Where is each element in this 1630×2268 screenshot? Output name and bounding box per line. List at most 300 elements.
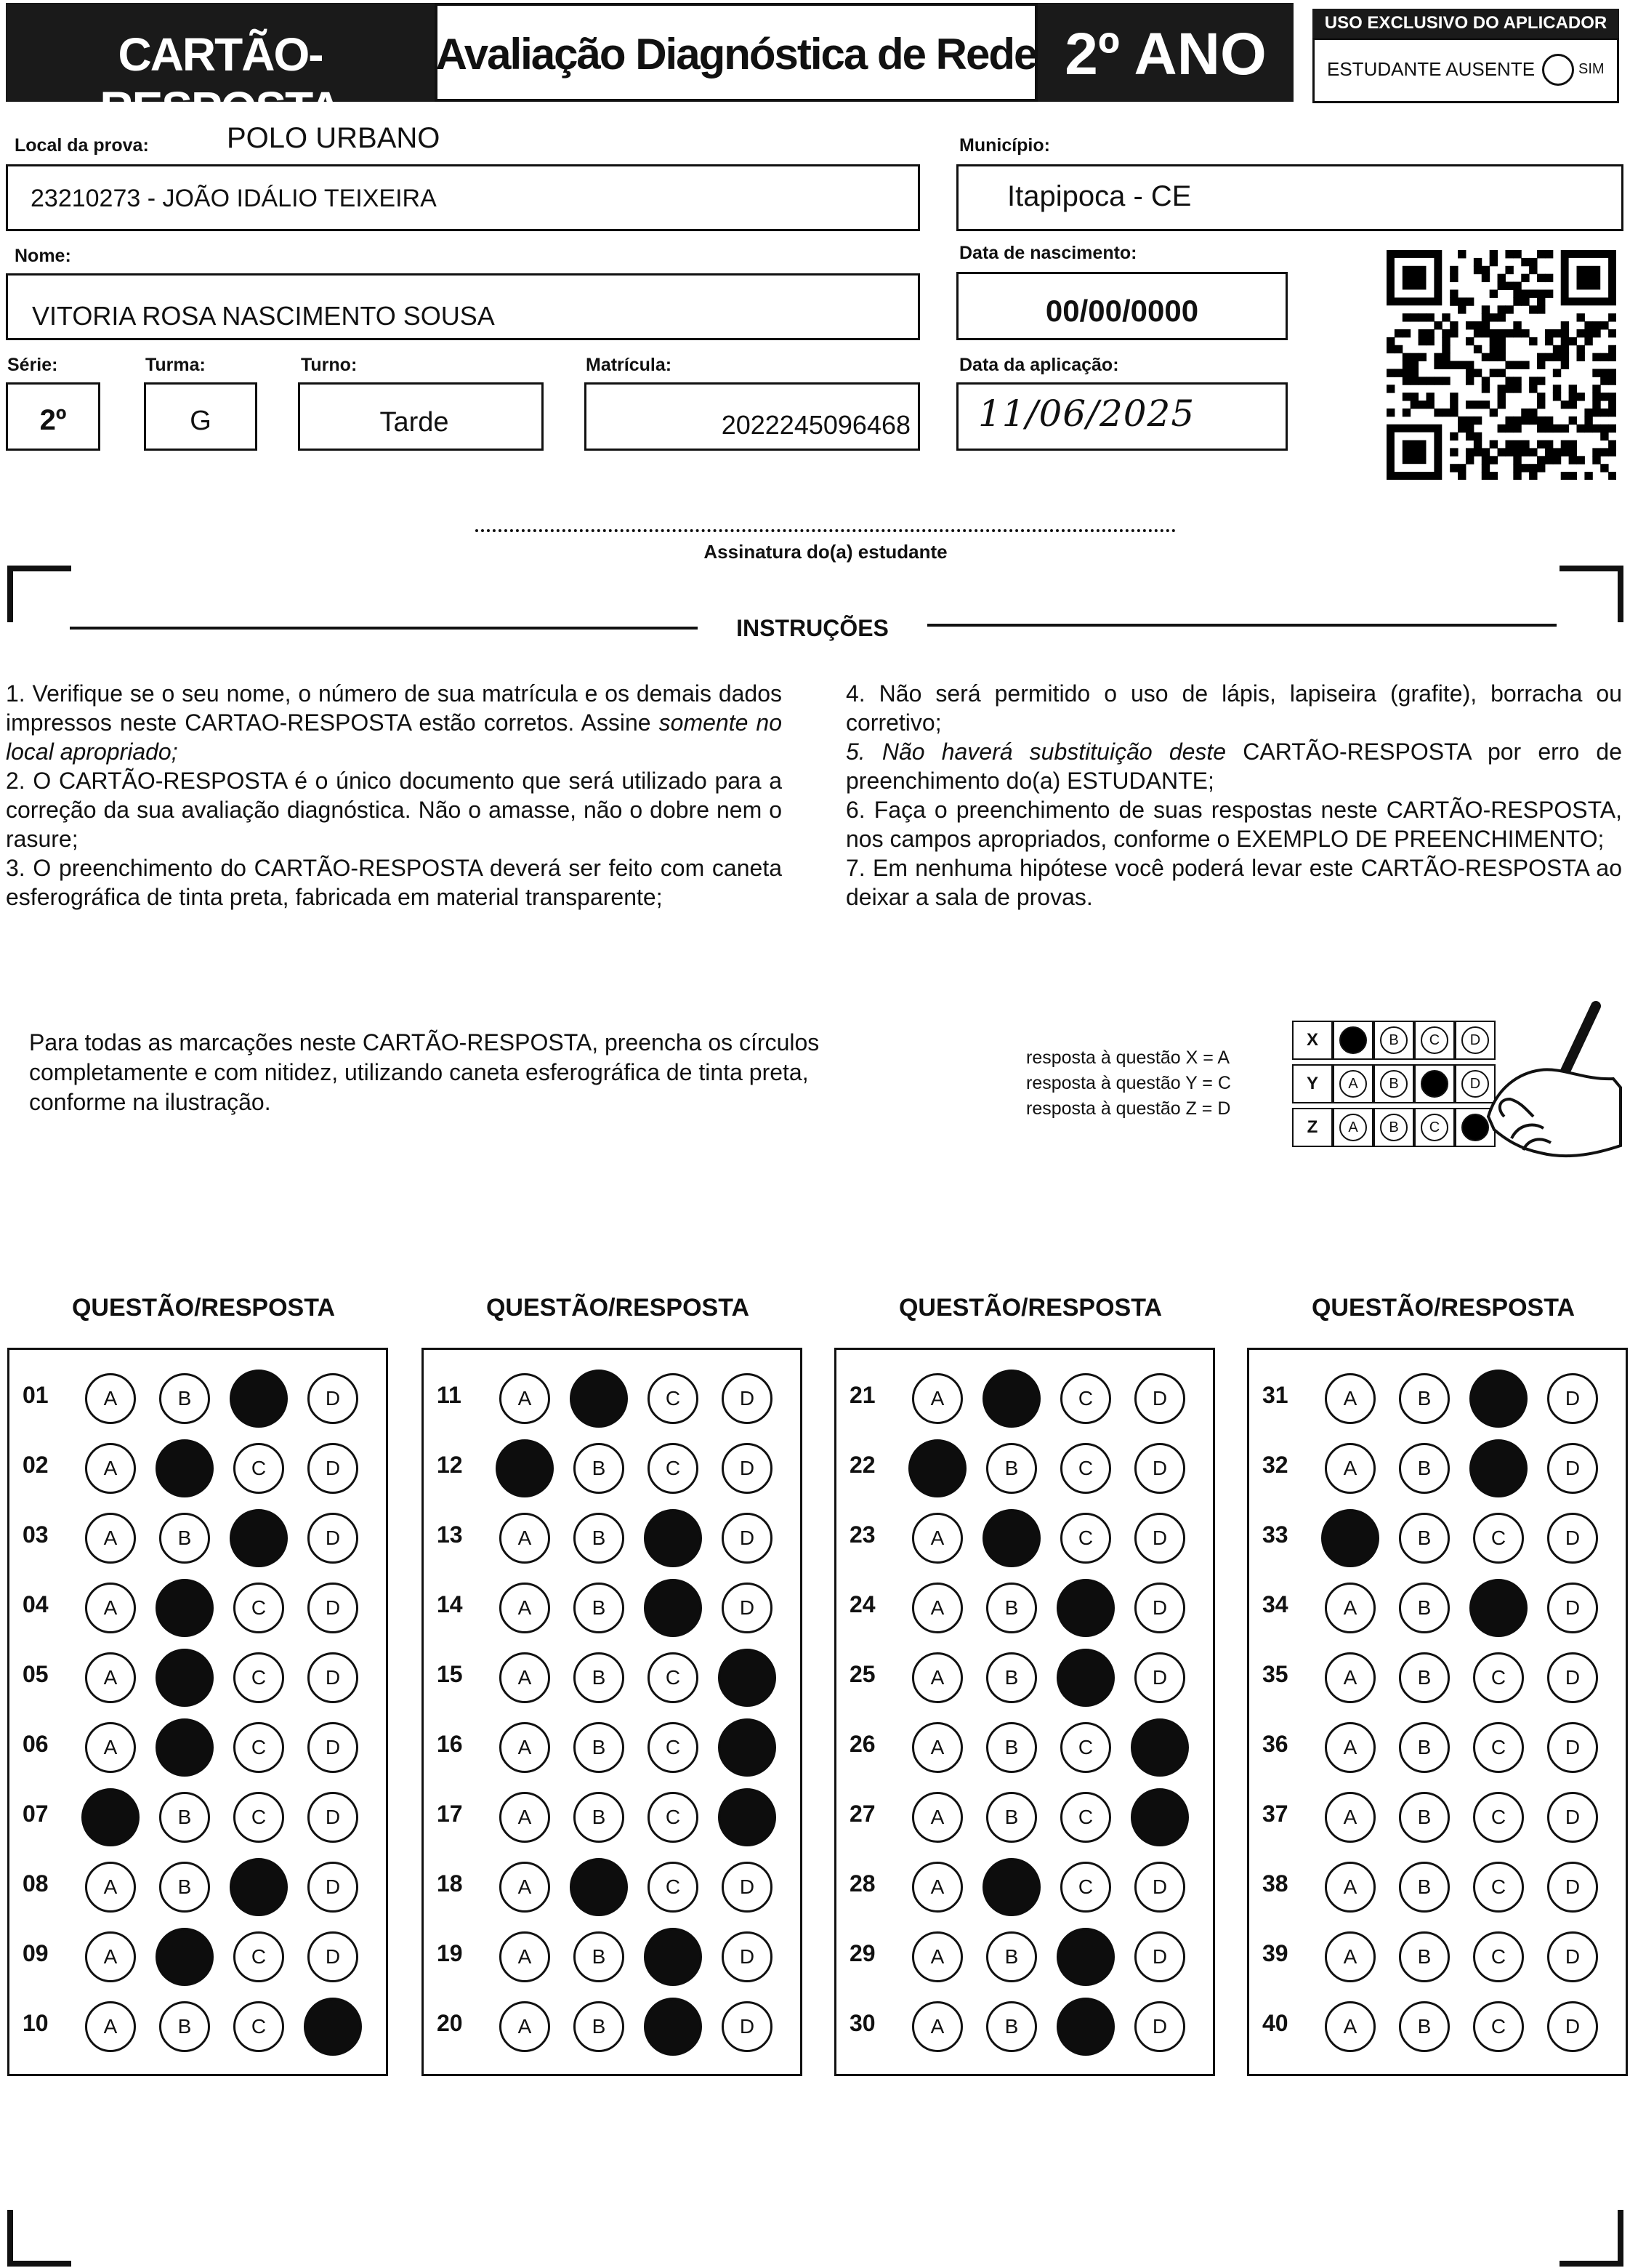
answer-bubble-d[interactable]: D [722, 2001, 772, 2052]
instruction-1: 1. Verifique se o seu nome, o número de sua matrícula e os demais dados impressos neste CARTAO-RESPOSTA estão corretos. Assine somente no local apropriado; [6, 680, 783, 765]
answer-bubble-c[interactable] [644, 1509, 702, 1567]
answer-bubble-b[interactable]: B [573, 1583, 624, 1633]
answer-bubble-b[interactable] [983, 1858, 1041, 1916]
question-number: 15 [437, 1661, 463, 1687]
answer-bubble-b[interactable]: B [573, 1792, 624, 1843]
answer-bubble-c[interactable]: C [1060, 1513, 1111, 1564]
question-number: 19 [437, 1940, 463, 1966]
answer-bubble-a[interactable]: A [1325, 1862, 1376, 1913]
answer-row [424, 1364, 800, 1434]
instruction-2: 2. O CARTÃO-RESPOSTA é o único documento que será utilizado para a correção da sua avaliação diagnóstica. Não o amasse, não o dobre nem o rasure; [6, 768, 782, 852]
answer-bubble-c[interactable] [1469, 1439, 1528, 1497]
answer-bubble-d[interactable]: D [1134, 1931, 1185, 1982]
answer-bubble-d[interactable] [718, 1718, 776, 1777]
answer-bubble-c[interactable]: C [1473, 1862, 1524, 1913]
answer-bubble-d[interactable]: D [1134, 1652, 1185, 1703]
answer-bubble-d[interactable]: D [1134, 1373, 1185, 1424]
question-number: 22 [850, 1452, 876, 1478]
answer-bubble-a[interactable]: A [85, 1373, 136, 1424]
answer-row [1249, 1992, 1626, 2062]
example-cell [1414, 1021, 1455, 1060]
answer-bubble-c[interactable]: C [233, 1931, 284, 1982]
question-number: 34 [1262, 1591, 1288, 1617]
answer-bubble-b[interactable]: B [1399, 1652, 1450, 1703]
example-legend-y: resposta à questão Y = C [1026, 1073, 1231, 1093]
answer-bubble-b[interactable] [156, 1579, 214, 1637]
answer-bubble-c[interactable]: C [1060, 1862, 1111, 1913]
matricula-value: 2022245096468 [721, 410, 911, 440]
example-legend [1026, 1045, 1231, 1122]
answer-row [1249, 1783, 1626, 1853]
example-cell [1373, 1064, 1414, 1103]
signature-label: Assinatura do(a) estudante [703, 541, 948, 563]
corner-mark-bl [7, 2261, 71, 2267]
answer-bubble-d[interactable]: D [1547, 2001, 1598, 2052]
answer-bubble-d[interactable]: D [722, 1931, 772, 1982]
instructions-left [6, 679, 782, 912]
instructions-title: INSTRUÇÕES [736, 615, 889, 641]
answer-bubble-a[interactable]: A [912, 1583, 963, 1633]
question-number: 10 [23, 2010, 49, 2036]
example-bubble: B [1380, 1070, 1408, 1098]
answer-bubble-d[interactable]: D [1134, 2001, 1185, 2052]
instructions-right [846, 679, 1622, 912]
answer-bubble-a[interactable] [496, 1439, 554, 1497]
answer-bubble-c[interactable] [1057, 1928, 1115, 1986]
answer-bubble-a[interactable]: A [1325, 1583, 1376, 1633]
question-number: 05 [23, 1661, 49, 1687]
answer-row [836, 1644, 1213, 1713]
answer-row [424, 1434, 800, 1504]
answer-bubble-b[interactable] [983, 1509, 1041, 1567]
question-number: 03 [23, 1521, 49, 1548]
example-legend-z: resposta à questão Z = D [1026, 1098, 1231, 1119]
answer-row [1249, 1923, 1626, 1992]
answer-row [9, 1783, 386, 1853]
answer-bubble-a[interactable]: A [912, 1792, 963, 1843]
answer-row [9, 1713, 386, 1783]
answer-bubble-b[interactable]: B [1399, 1862, 1450, 1913]
answer-bubble-d[interactable] [718, 1649, 776, 1707]
answer-row [9, 1364, 386, 1434]
answer-bubble-b[interactable]: B [573, 1722, 624, 1773]
serie-label: Série: [7, 355, 58, 375]
answer-bubble-b[interactable]: B [1399, 1443, 1450, 1494]
answer-bubble-c[interactable]: C [647, 1443, 698, 1494]
aplicacao-value: 11/06/2025 [978, 393, 1195, 435]
answer-bubble-a[interactable]: A [85, 1583, 136, 1633]
municipio-value: Itapipoca - CE [1007, 180, 1192, 212]
answers-column-header: QUESTÃO/RESPOSTA [71, 1294, 336, 1322]
answer-row [1249, 1434, 1626, 1504]
answer-bubble-c[interactable]: C [1060, 1722, 1111, 1773]
answer-bubble-a[interactable]: A [85, 1862, 136, 1913]
example-bubble [1339, 1026, 1367, 1054]
example-row-label: X [1292, 1021, 1333, 1060]
answer-bubble-a[interactable]: A [499, 1862, 550, 1913]
answer-bubble-b[interactable]: B [1399, 1931, 1450, 1982]
answer-bubble-d[interactable]: D [1134, 1862, 1185, 1913]
answer-bubble-d[interactable] [1131, 1788, 1189, 1846]
answer-bubble-c[interactable] [644, 1928, 702, 1986]
answer-bubble-c[interactable]: C [1473, 2001, 1524, 2052]
example-row-label: Y [1292, 1064, 1333, 1103]
answer-row [836, 1992, 1213, 2062]
question-number: 35 [1262, 1661, 1288, 1687]
answer-bubble-a[interactable]: A [499, 1373, 550, 1424]
answer-row [9, 1504, 386, 1574]
question-number: 09 [23, 1940, 49, 1966]
question-number: 32 [1262, 1452, 1288, 1478]
answer-bubble-c[interactable]: C [1060, 1792, 1111, 1843]
answer-bubble-c[interactable] [1057, 1579, 1115, 1637]
answer-row [836, 1364, 1213, 1434]
signature-line [475, 529, 1176, 532]
question-number: 26 [850, 1731, 876, 1757]
example-bubble [1421, 1070, 1448, 1098]
turno-label: Turno: [301, 355, 358, 375]
answer-bubble-c[interactable]: C [1060, 1443, 1111, 1494]
answer-bubble-a[interactable]: A [912, 1373, 963, 1424]
example-cell [1414, 1064, 1455, 1103]
answer-bubble-a[interactable] [81, 1788, 140, 1846]
instruction-5: 5. Não haverá substituição deste CARTÃO-RESPOSTA por erro de preenchimento do(a) ESTUDANTE; [846, 739, 1623, 794]
question-number: 01 [23, 1382, 49, 1408]
answer-bubble-a[interactable]: A [499, 1583, 550, 1633]
answer-bubble-a[interactable]: A [912, 2001, 963, 2052]
answers-column-header: QUESTÃO/RESPOSTA [485, 1294, 750, 1322]
answer-bubble-b[interactable]: B [1399, 1792, 1450, 1843]
turma-label: Turma: [145, 355, 206, 375]
answer-bubble-c[interactable]: C [233, 1722, 284, 1773]
answer-bubble-c[interactable] [1057, 1998, 1115, 2056]
question-number: 06 [23, 1731, 49, 1757]
answer-bubble-c[interactable]: C [233, 1443, 284, 1494]
answer-bubble-d[interactable]: D [722, 1373, 772, 1424]
question-number: 39 [1262, 1940, 1288, 1966]
answer-bubble-b[interactable]: B [1399, 1583, 1450, 1633]
instruction-1-emphasis: somente no local apropriado; [6, 709, 783, 765]
answer-bubble-a[interactable]: A [85, 1443, 136, 1494]
answer-bubble-d[interactable]: D [307, 1792, 358, 1843]
answer-bubble-b[interactable] [570, 1370, 628, 1428]
answer-bubble-a[interactable]: A [85, 1722, 136, 1773]
answer-bubble-d[interactable]: D [1547, 1513, 1598, 1564]
answer-bubble-c[interactable] [230, 1858, 288, 1916]
question-number: 11 [437, 1382, 461, 1408]
answer-bubble-b[interactable]: B [986, 1443, 1037, 1494]
serie-value: 2º [39, 404, 67, 436]
answer-bubble-d[interactable]: D [1547, 1373, 1598, 1424]
example-cell [1333, 1108, 1373, 1147]
answer-bubble-d[interactable]: D [307, 1583, 358, 1633]
answer-bubble-a[interactable]: A [499, 2001, 550, 2052]
question-number: 18 [437, 1870, 463, 1897]
instruction-6: 6. Faça o preenchimento de suas respostas neste CARTÃO-RESPOSTA, nos campos apropriados, conforme o EXEMPLO DE PREENCHIMENTO; [846, 797, 1622, 852]
answer-bubble-a[interactable]: A [1325, 1652, 1376, 1703]
answer-bubble-c[interactable]: C [1473, 1792, 1524, 1843]
grade-label: 2º ANO [1065, 21, 1267, 87]
question-number: 14 [437, 1591, 463, 1617]
answer-bubble-c[interactable]: C [1060, 1373, 1111, 1424]
question-number: 07 [23, 1801, 49, 1827]
question-number: 13 [437, 1521, 463, 1548]
nome-value: VITORIA ROSA NASCIMENTO SOUSA [32, 301, 495, 331]
answer-bubble-a[interactable]: A [912, 1652, 963, 1703]
answer-bubble-c[interactable]: C [233, 1583, 284, 1633]
instruction-7: 7. Em nenhuma hipótese você poderá levar este CARTÃO-RESPOSTA ao deixar a sala de provas. [846, 855, 1622, 910]
answer-row [9, 1992, 386, 2062]
example-bubble: B [1380, 1114, 1408, 1141]
answer-bubble-d[interactable]: D [1134, 1443, 1185, 1494]
answer-row [1249, 1504, 1626, 1574]
answer-bubble-a[interactable]: A [1325, 1443, 1376, 1494]
answer-bubble-c[interactable] [1469, 1370, 1528, 1428]
example-cell [1333, 1064, 1373, 1103]
answer-bubble-c[interactable] [1057, 1649, 1115, 1707]
answer-row [424, 1783, 800, 1853]
answer-bubble-a[interactable]: A [1325, 1722, 1376, 1773]
answer-bubble-d[interactable]: D [307, 1722, 358, 1773]
answer-bubble-b[interactable]: B [573, 1443, 624, 1494]
answer-bubble-d[interactable]: D [722, 1862, 772, 1913]
answer-row [836, 1574, 1213, 1644]
answer-bubble-a[interactable]: A [912, 1722, 963, 1773]
answer-bubble-c[interactable]: C [647, 1652, 698, 1703]
evaluation-subtitle: Avaliação Diagnóstica de Rede [435, 30, 1037, 79]
answer-bubble-d[interactable]: D [1547, 1583, 1598, 1633]
municipio-label: Município: [959, 135, 1050, 156]
answer-bubble-a[interactable] [908, 1439, 967, 1497]
answer-bubble-b[interactable]: B [573, 1652, 624, 1703]
answers-column-header: QUESTÃO/RESPOSTA [898, 1294, 1163, 1322]
answer-row [1249, 1644, 1626, 1713]
answer-row [836, 1853, 1213, 1923]
example-cell [1373, 1021, 1414, 1060]
question-number: 08 [23, 1870, 49, 1897]
answer-bubble-d[interactable]: D [307, 1443, 358, 1494]
local-label: Local da prova: [15, 135, 149, 156]
answer-bubble-c[interactable]: C [647, 1862, 698, 1913]
absent-bubble[interactable] [1542, 54, 1574, 86]
answer-bubble-d[interactable]: D [722, 1583, 772, 1633]
question-number: 20 [437, 2010, 463, 2036]
answer-bubble-a[interactable]: A [85, 2001, 136, 2052]
answer-bubble-a[interactable]: A [1325, 1792, 1376, 1843]
answer-bubble-a[interactable]: A [85, 1931, 136, 1982]
answer-row [424, 1574, 800, 1644]
answer-bubble-b[interactable] [156, 1718, 214, 1777]
answer-bubble-a[interactable]: A [499, 1722, 550, 1773]
nome-label: Nome: [15, 246, 71, 266]
nascimento-value: 00/00/0000 [1045, 294, 1199, 328]
answer-bubble-b[interactable]: B [573, 1931, 624, 1982]
answer-bubble-c[interactable]: C [1473, 1722, 1524, 1773]
answer-row [836, 1783, 1213, 1853]
question-number: 02 [23, 1452, 49, 1478]
example-bubble: C [1421, 1026, 1448, 1054]
answer-bubble-b[interactable]: B [1399, 1722, 1450, 1773]
answer-row [424, 1992, 800, 2062]
corner-mark-br [1560, 2261, 1623, 2267]
answer-bubble-d[interactable]: D [307, 1373, 358, 1424]
answer-row [9, 1923, 386, 1992]
example-bubble: D [1461, 1070, 1489, 1098]
answer-bubble-d[interactable]: D [1547, 1931, 1598, 1982]
answer-bubble-d[interactable]: D [1547, 1722, 1598, 1773]
answers-panel [421, 1348, 802, 2076]
answer-bubble-b[interactable]: B [986, 1931, 1037, 1982]
answer-bubble-a[interactable]: A [1325, 2001, 1376, 2052]
example-cell [1333, 1021, 1373, 1060]
answer-bubble-b[interactable]: B [573, 2001, 624, 2052]
instruction-3: 3. O preenchimento do CARTÃO-RESPOSTA deverá ser feito com caneta esferográfica de tinta preta, fabricada em material transparente; [6, 855, 782, 910]
answer-bubble-c[interactable] [644, 1579, 702, 1637]
answer-bubble-d[interactable]: D [1134, 1583, 1185, 1633]
answer-bubble-c[interactable]: C [233, 1652, 284, 1703]
answer-row [836, 1713, 1213, 1783]
question-number: 37 [1262, 1801, 1288, 1827]
answer-bubble-d[interactable]: D [1547, 1652, 1598, 1703]
answer-bubble-b[interactable] [156, 1928, 214, 1986]
answer-bubble-d[interactable]: D [1547, 1862, 1598, 1913]
answer-bubble-d[interactable]: D [307, 1652, 358, 1703]
example-bubble: B [1380, 1026, 1408, 1054]
question-number: 29 [850, 1940, 876, 1966]
answer-bubble-c[interactable]: C [233, 1792, 284, 1843]
question-number: 28 [850, 1870, 876, 1897]
corner-mark-bl [7, 2210, 13, 2267]
local-value: 23210273 - JOÃO IDÁLIO TEIXEIRA [31, 185, 437, 212]
answer-bubble-b[interactable]: B [986, 1583, 1037, 1633]
answer-bubble-b[interactable]: B [1399, 1513, 1450, 1564]
answer-bubble-a[interactable]: A [1325, 1931, 1376, 1982]
answer-row [1249, 1853, 1626, 1923]
answer-row [424, 1853, 800, 1923]
answer-bubble-b[interactable]: B [1399, 1373, 1450, 1424]
question-number: 31 [1262, 1382, 1288, 1408]
answer-bubble-c[interactable]: C [647, 1722, 698, 1773]
answer-bubble-c[interactable]: C [233, 2001, 284, 2052]
answer-bubble-d[interactable]: D [307, 1513, 358, 1564]
answer-bubble-c[interactable] [230, 1370, 288, 1428]
answer-row [836, 1434, 1213, 1504]
answers-panel [1247, 1348, 1628, 2076]
answer-bubble-b[interactable]: B [159, 1792, 210, 1843]
answer-bubble-a[interactable]: A [499, 1792, 550, 1843]
answer-bubble-c[interactable]: C [1473, 1513, 1524, 1564]
answer-row [424, 1713, 800, 1783]
answer-bubble-c[interactable]: C [1473, 1652, 1524, 1703]
nascimento-label: Data de nascimento: [959, 243, 1137, 263]
answer-row [1249, 1574, 1626, 1644]
example-cell [1414, 1108, 1455, 1147]
answer-row [9, 1853, 386, 1923]
instructions-rule-right [927, 624, 1557, 627]
answer-bubble-c[interactable] [1469, 1579, 1528, 1637]
question-number: 21 [850, 1382, 876, 1408]
answer-bubble-a[interactable] [1321, 1509, 1379, 1567]
question-number: 04 [23, 1591, 49, 1617]
answer-row [836, 1923, 1213, 1992]
answer-bubble-a[interactable]: A [499, 1652, 550, 1703]
instructions-rule-left [70, 627, 698, 630]
answer-bubble-b[interactable]: B [159, 1373, 210, 1424]
absent-option: SIM [1578, 61, 1605, 77]
question-number: 30 [850, 2010, 876, 2036]
question-number: 27 [850, 1801, 876, 1827]
answer-bubble-a[interactable]: A [499, 1931, 550, 1982]
answer-bubble-d[interactable]: D [722, 1513, 772, 1564]
answer-bubble-b[interactable]: B [986, 2001, 1037, 2052]
answer-bubble-a[interactable]: A [912, 1931, 963, 1982]
answer-bubble-d[interactable]: D [307, 1931, 358, 1982]
question-number: 36 [1262, 1731, 1288, 1757]
answer-bubble-d[interactable]: D [1134, 1513, 1185, 1564]
answer-bubble-b[interactable]: B [159, 2001, 210, 2052]
answer-row [424, 1644, 800, 1713]
answer-bubble-c[interactable] [644, 1998, 702, 2056]
answer-bubble-a[interactable]: A [85, 1652, 136, 1703]
answer-bubble-a[interactable]: A [912, 1513, 963, 1564]
answer-bubble-d[interactable]: D [1547, 1792, 1598, 1843]
answer-bubble-b[interactable] [156, 1439, 214, 1497]
answer-bubble-d[interactable] [718, 1788, 776, 1846]
answer-bubble-b[interactable] [570, 1858, 628, 1916]
answer-bubble-c[interactable] [230, 1509, 288, 1567]
answer-bubble-b[interactable]: B [986, 1722, 1037, 1773]
answer-bubble-c[interactable]: C [647, 1373, 698, 1424]
answer-bubble-b[interactable]: B [159, 1513, 210, 1564]
local-polo: POLO URBANO [227, 122, 440, 154]
answer-row [424, 1504, 800, 1574]
answer-bubble-b[interactable] [156, 1649, 214, 1707]
qr-code [1387, 250, 1616, 480]
instruction-5-emphasis: 5. Não haverá substituição deste [846, 739, 1227, 765]
instruction-4: 4. Não será permitido o uso de lápis, lapiseira (grafite), borracha ou corretivo; [846, 680, 1622, 736]
answer-bubble-d[interactable] [304, 1998, 362, 2056]
corner-mark-br [1618, 2210, 1623, 2267]
answer-bubble-d[interactable]: D [1547, 1443, 1598, 1494]
corner-mark-tr [1618, 566, 1623, 622]
answer-bubble-b[interactable]: B [1399, 2001, 1450, 2052]
example-bubble: C [1421, 1114, 1448, 1141]
question-number: 40 [1262, 2010, 1288, 2036]
answer-bubble-d[interactable]: D [307, 1862, 358, 1913]
answer-bubble-d[interactable]: D [722, 1443, 772, 1494]
answer-bubble-d[interactable] [1131, 1718, 1189, 1777]
example-bubble: A [1339, 1070, 1367, 1098]
answer-bubble-b[interactable]: B [986, 1652, 1037, 1703]
answer-bubble-b[interactable]: B [573, 1513, 624, 1564]
fill-instruction: Para todas as marcações neste CARTÃO-RESPOSTA, preencha os círculos completamente e com nitidez, utilizando caneta esferográfica de tinta preta, conforme na ilustração. [29, 1029, 820, 1115]
answer-bubble-a[interactable]: A [912, 1862, 963, 1913]
answer-bubble-a[interactable]: A [1325, 1373, 1376, 1424]
card-title: CARTÃO-RESPOSTA [100, 28, 341, 134]
applicator-title: USO EXCLUSIVO DO APLICADOR [1324, 13, 1607, 33]
answer-bubble-c[interactable]: C [647, 1792, 698, 1843]
answer-bubble-a[interactable]: A [499, 1513, 550, 1564]
answer-bubble-b[interactable]: B [986, 1792, 1037, 1843]
answer-row [836, 1504, 1213, 1574]
example-cell [1373, 1108, 1414, 1147]
answer-bubble-c[interactable]: C [1473, 1931, 1524, 1982]
question-number: 38 [1262, 1870, 1288, 1897]
answer-bubble-a[interactable]: A [85, 1513, 136, 1564]
question-number: 24 [850, 1591, 876, 1617]
answer-bubble-b[interactable] [983, 1370, 1041, 1428]
answer-bubble-b[interactable]: B [159, 1862, 210, 1913]
